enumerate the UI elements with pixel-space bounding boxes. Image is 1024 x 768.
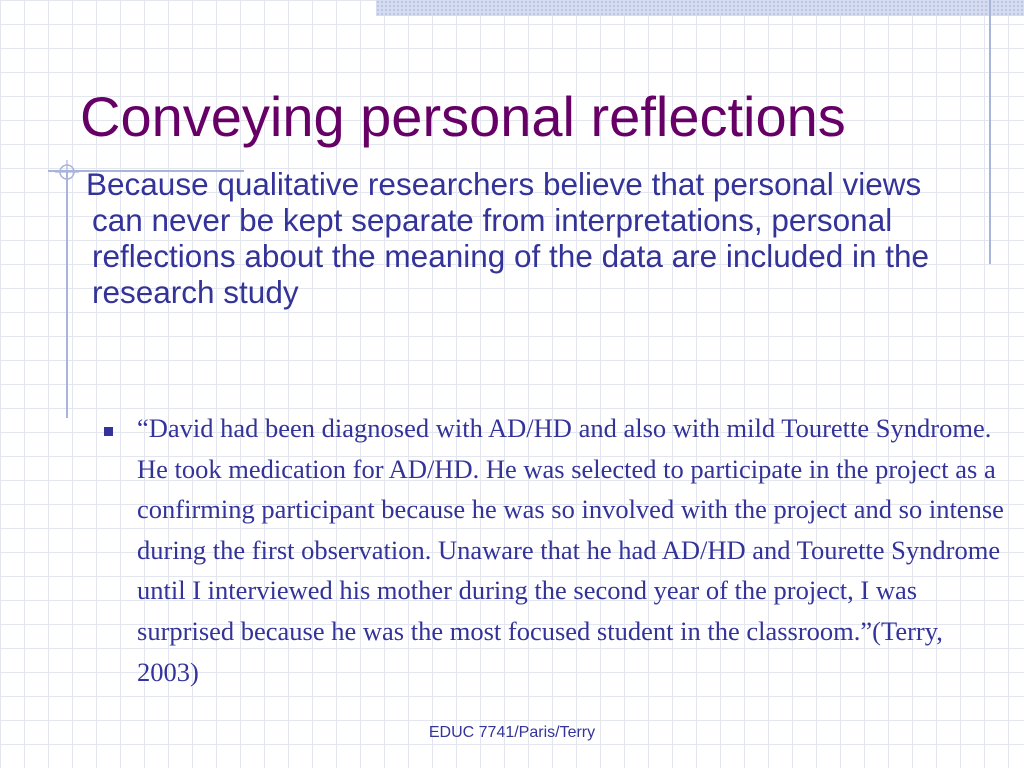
- decorative-top-band: [376, 0, 1024, 16]
- decorative-vertical-rule-left: [66, 172, 68, 418]
- slide-title: Conveying personal reflections: [80, 85, 846, 148]
- crosshair-ornament-icon: [55, 160, 79, 184]
- quote-text: “David had been diagnosed with AD/HD and also with mild Tourette Syndrome. He took medication for AD/HD. He was selected to participate in the project as a confirming participant because he was so involved with the project and so intense during the first observation. Unaware that he had AD/HD and Tourette Syndrome until I interviewed his mother during the second year of the project, I was surprised because he was the most focused student in the classroom.”(Terry, 2003): [137, 413, 1004, 687]
- slide-footer: EDUC 7741/Paris/Terry: [428, 724, 596, 741]
- decorative-vertical-rule-right: [989, 0, 991, 264]
- body-paragraph: Because qualitative researchers believe that personal views can never be kept separate from interpretations, personal reflections about the meaning of the data are included in the research study: [86, 166, 930, 310]
- square-bullet-icon: [104, 427, 113, 436]
